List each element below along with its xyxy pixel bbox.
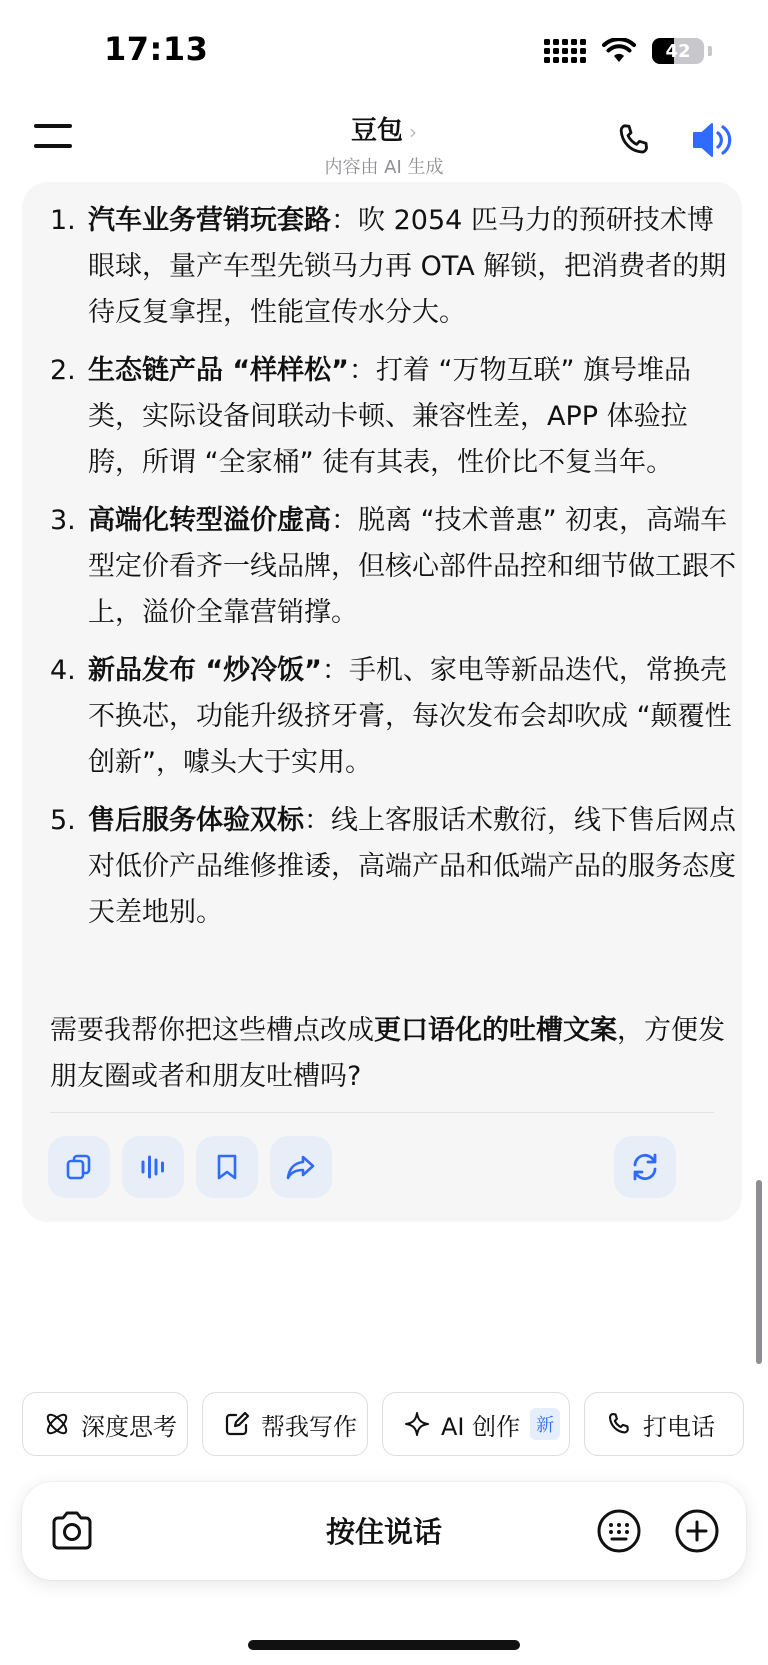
divider [50, 1112, 714, 1113]
list-item [50, 498, 740, 636]
bookmark-button[interactable] [196, 1136, 258, 1198]
camera-button[interactable] [48, 1508, 96, 1554]
item-number: 3. [50, 505, 76, 536]
share-button[interactable] [270, 1136, 332, 1198]
item-title: 高端化转型溢价虚高 [88, 505, 331, 536]
regenerate-icon [628, 1150, 662, 1184]
hold-to-talk-button[interactable]: 按住说话 [325, 1515, 442, 1549]
input-bar [22, 1482, 746, 1580]
bot-name[interactable]: 豆包 [350, 116, 403, 146]
item-number: 2. [50, 355, 76, 386]
chip-ai-create[interactable] [382, 1392, 570, 1456]
phone-icon [614, 120, 654, 160]
item-number: 5. [50, 805, 76, 836]
scrollbar[interactable] [756, 1180, 762, 1364]
regenerate-button[interactable] [614, 1136, 676, 1198]
share-icon [284, 1151, 318, 1183]
chevron-right-icon: › [409, 120, 417, 144]
wifi-icon [602, 38, 636, 64]
keyboard-icon [596, 1508, 642, 1554]
item-title: 新品发布 “炒冷饭” [88, 655, 322, 686]
item-title: 汽车业务营销玩套路 [88, 205, 331, 236]
copy-button[interactable] [48, 1136, 110, 1198]
followup-question [50, 1008, 730, 1100]
cellular-signal-icon [544, 39, 586, 63]
chip-label: 深度思考 [81, 1412, 177, 1441]
followup-bold: 更口语化的吐槽文案 [374, 1015, 617, 1046]
phone-icon [605, 1410, 633, 1438]
home-indicator[interactable] [248, 1640, 520, 1650]
read-aloud-button[interactable] [122, 1136, 184, 1198]
list-item [50, 348, 740, 486]
item-text: ：打着 “万物互联” 旗号堆品类，实际设备间联动卡顿、兼容性差，APP 体验拉胯，所谓 “全家桶” 徒有其表，性价比不复当年。 [88, 355, 692, 478]
plus-icon [674, 1508, 720, 1554]
chip-make-call[interactable] [584, 1392, 744, 1456]
item-number: 1. [50, 205, 76, 236]
battery-percent: 42 [665, 40, 691, 62]
chip-help-me-write[interactable] [202, 1392, 368, 1456]
item-text: ：线上客服话术敷衍，线下售后网点对低价产品维修推诿，高端产品和低端产品的服务态度天差地别。 [88, 805, 736, 928]
copy-icon [63, 1151, 95, 1183]
camera-icon [48, 1508, 96, 1554]
status-icons [544, 34, 712, 68]
bookmark-icon [211, 1151, 243, 1183]
item-text: ：脱离 “技术普惠” 初衷，高端车型定价看齐一线品牌，但核心部件品控和细节做工跟不上，溢价全靠营销撑。 [88, 505, 736, 628]
item-number: 4. [50, 655, 76, 686]
atom-icon [43, 1410, 71, 1438]
list-item [50, 648, 740, 786]
followup-suffix: ，方便发朋友圈或者和朋友吐槽吗? [50, 1015, 725, 1092]
status-bar [0, 0, 768, 100]
battery-icon [652, 38, 704, 64]
call-button[interactable] [614, 120, 654, 160]
list-item [50, 798, 740, 936]
followup-prefix: 需要我帮你把这些槽点改成 [50, 1015, 374, 1046]
new-badge: 新 [530, 1408, 560, 1440]
status-time: 17:13 [104, 30, 209, 68]
item-title: 生态链产品 “样样松” [88, 355, 349, 386]
message-list [50, 198, 740, 948]
quick-actions [22, 1392, 768, 1458]
chip-label: 打电话 [643, 1412, 715, 1441]
item-title: 售后服务体验双标 [88, 805, 304, 836]
plus-button[interactable] [674, 1508, 720, 1554]
chip-label: AI 创作 [441, 1412, 521, 1441]
chip-deep-thinking[interactable] [22, 1392, 188, 1456]
voice-wave-icon [137, 1151, 169, 1183]
chat-header [0, 100, 768, 180]
speaker-icon [690, 118, 736, 162]
item-text: ：手机、家电等新品迭代，常换壳不换芯，功能升级挤牙膏，每次发布会却吹成 “颠覆性创新”，噱头大于实用。 [88, 655, 732, 778]
ai-disclaimer: 内容由 AI 生成 [324, 157, 444, 178]
chip-label: 帮我写作 [261, 1412, 357, 1441]
pen-square-icon [223, 1410, 251, 1438]
speaker-button[interactable] [690, 118, 736, 162]
keyboard-button[interactable] [596, 1508, 642, 1554]
item-text: ：吹 2054 匹马力的预研技术博眼球，量产车型先锁马力再 OTA 解锁，把消费者的期待反复拿捏，性能宣传水分大。 [88, 205, 727, 328]
sparkle-icon [403, 1410, 431, 1438]
list-item [50, 198, 740, 336]
assistant-message [22, 182, 742, 1222]
battery-tip [708, 46, 712, 56]
